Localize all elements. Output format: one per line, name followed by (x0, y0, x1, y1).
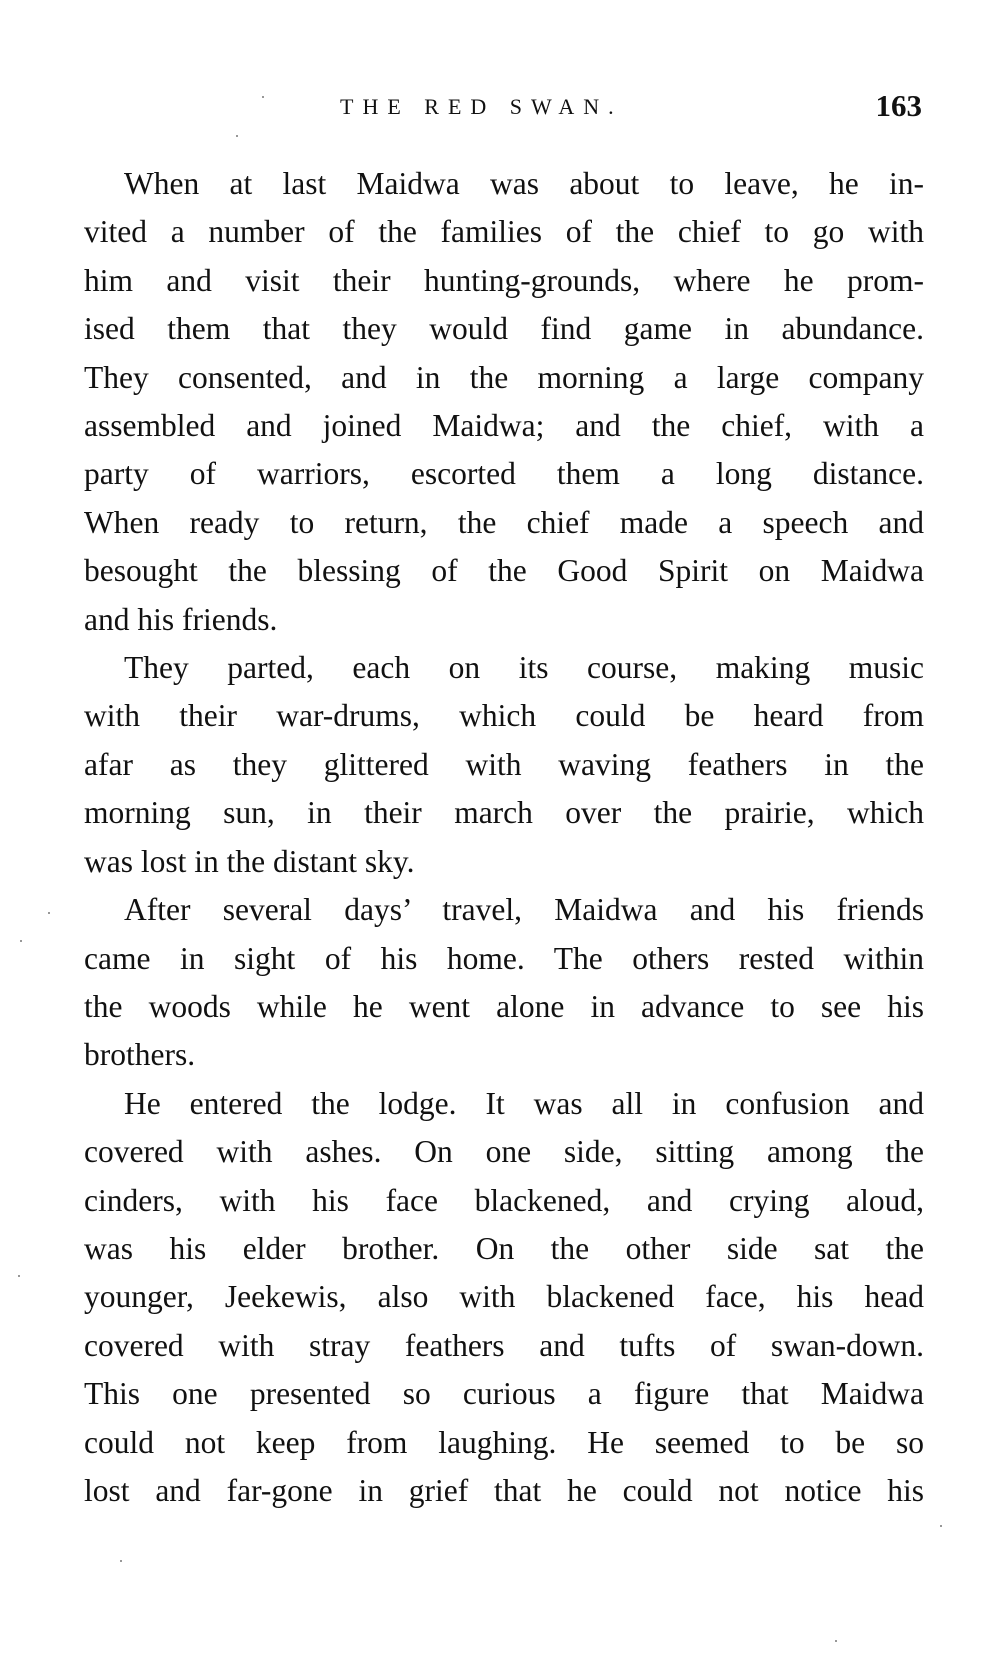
text-line: After several days’ travel, Maidwa and his friends (124, 892, 924, 928)
text-line: He entered the lodge. It was all in confusion and (124, 1085, 924, 1121)
paper-speck (20, 940, 22, 942)
text-line: and his friends. (84, 601, 278, 637)
text-line: cinders, with his face blackened, and crying aloud, (84, 1182, 924, 1218)
text-line: When at last Maidwa was about to leave, he in- (124, 166, 924, 201)
paragraph (84, 1080, 924, 1516)
paper-speck (262, 96, 264, 98)
text-line: was lost in the distant sky. (84, 843, 415, 879)
text-line: covered with ashes. On one side, sitting among the (84, 1134, 924, 1170)
text-line: afar as they glittered with waving feathers in the (84, 746, 924, 782)
text-line: They parted, each on its course, making music (124, 650, 924, 686)
text-line: assembled and joined Maidwa; and the chief, with a (84, 408, 924, 444)
page-number: 163 (875, 88, 922, 123)
paragraph (84, 644, 924, 886)
text-line: They consented, and in the morning a large company (84, 359, 924, 395)
text-line: brothers. (84, 1037, 196, 1073)
paper-speck (18, 1275, 20, 1277)
text-line: the woods while he went alone in advance to see his (84, 988, 924, 1024)
text-line: ised them that they would find game in abundance. (84, 311, 924, 347)
paper-speck (236, 135, 238, 137)
paper-speck (835, 1640, 837, 1642)
paper-speck (48, 912, 50, 914)
text-line: party of warriors, escorted them a long distance. (84, 456, 924, 492)
body-text (84, 160, 924, 1515)
text-line: him and visit their hunting-grounds, where he prom- (84, 262, 924, 298)
text-line: with their war-drums, which could be heard from (84, 698, 924, 734)
text-line: besought the blessing of the Good Spirit on Maidwa (84, 553, 924, 589)
text-line: covered with stray feathers and tufts of swan-down. (84, 1327, 924, 1363)
text-line: came in sight of his home. The others rested within (84, 940, 924, 976)
text-line: This one presented so curious a figure that Maidwa (84, 1376, 924, 1412)
paragraph (84, 160, 924, 644)
text-line: morning sun, in their march over the prairie, which (84, 795, 924, 831)
text-line: was his elder brother. On the other side sat the (84, 1230, 924, 1266)
paper-speck (940, 1525, 942, 1527)
text-line: lost and far-gone in grief that he could not notice his (84, 1472, 924, 1508)
running-title: THE RED SWAN. (340, 94, 623, 119)
text-line: could not keep from laughing. He seemed to be so (84, 1424, 924, 1460)
paragraph (84, 886, 924, 1080)
paper-speck (120, 1560, 122, 1562)
text-line: younger, Jeekewis, also with blackened face, his head (84, 1279, 924, 1315)
text-line: vited a number of the families of the chief to go with (84, 214, 924, 250)
page-header (0, 88, 1000, 128)
text-line: When ready to return, the chief made a speech and (84, 504, 924, 540)
